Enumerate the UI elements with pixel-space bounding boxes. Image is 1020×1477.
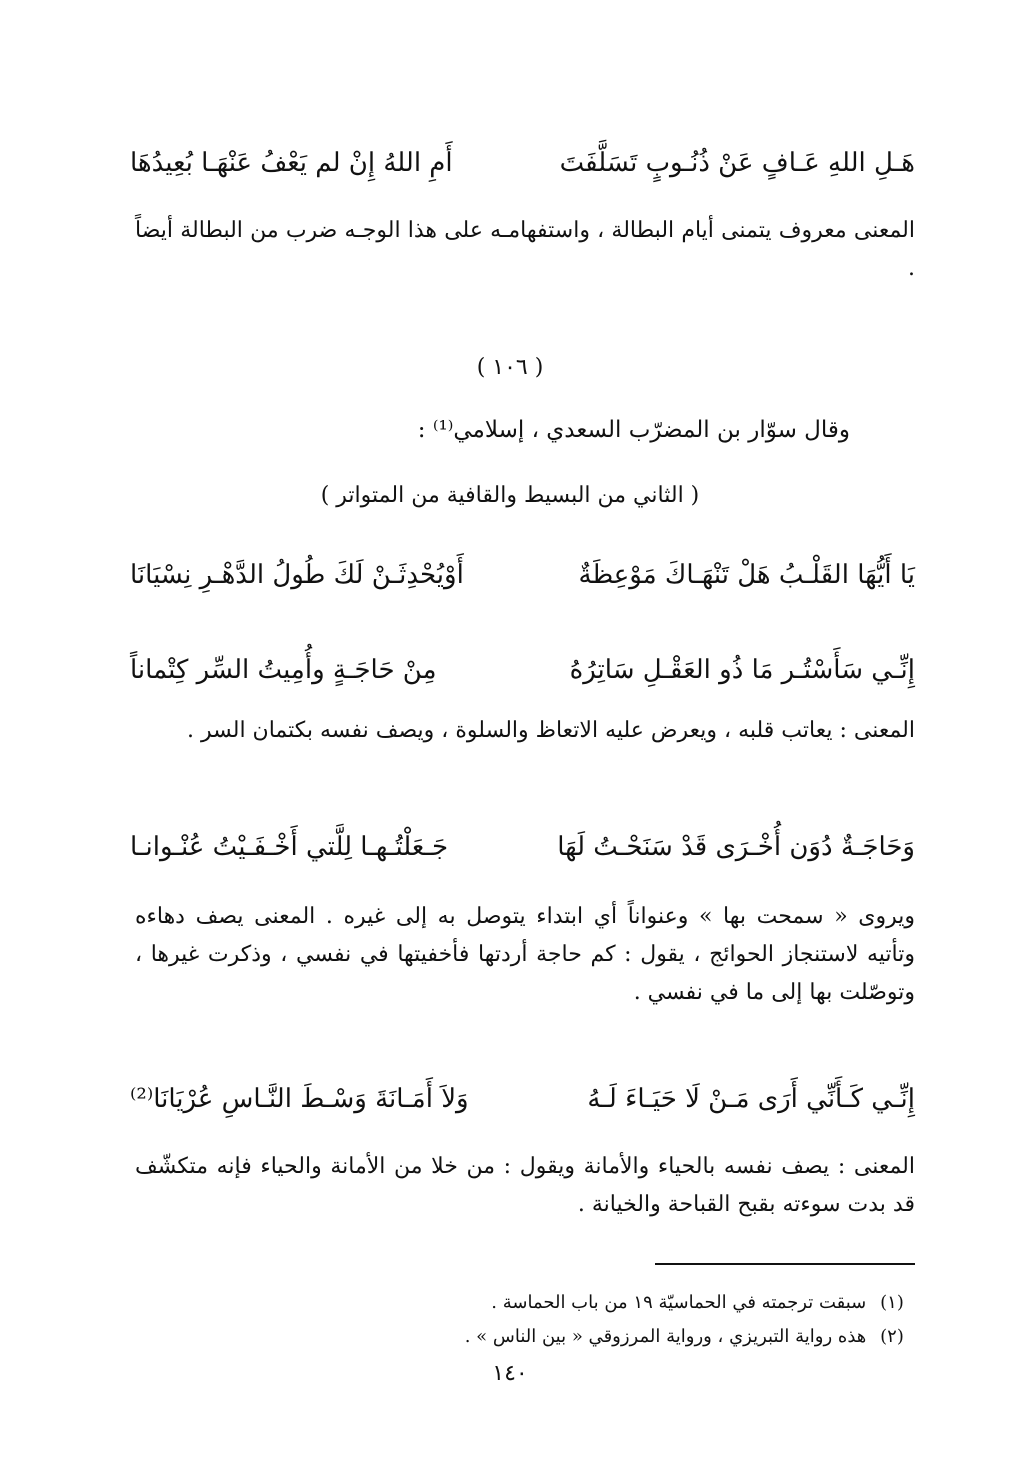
- footnote: [465, 1322, 912, 1352]
- page-number: ١٤٠: [492, 1361, 528, 1386]
- footnote: [491, 1288, 912, 1318]
- commentary-paragraph: المعنى : يعاتب قلبه ، ويعرض عليه الاتعاظ والسلوة ، ويصف نفسه بكتمان السر .: [187, 718, 915, 743]
- poem-verse: [130, 1074, 915, 1124]
- verse-second-hemistich: مِنْ حَاجَـةٍ وأُمِيتُ السِّر كِتْماناً: [130, 655, 437, 685]
- verse-second-hemistich: أَمِ اللهُ إِنْ لم يَعْفُ عَنْهَـا بُعِيدُهَا: [130, 148, 453, 178]
- meter-description: ( الثاني من البسيط والقافية من المتواتر ): [320, 483, 700, 508]
- verse-second-hemistich: أَوْيُحْدِثَـنْ لَكَ طُولُ الدَّهْـرِ نِسْيَانَا: [130, 560, 464, 590]
- commentary-paragraph: ويروى « سمحت بها » وعنواناً أي ابتداء يتوصل به إلى غيره . المعنى يصف دهاءه وتأتيه لاستنجاز الحوائج ، يقول : كم حاجة أردتها فأخفيتها في نفسي ، وذكرت غيرها ، وتوصّلت بها إلى ما في نفسي .: [135, 904, 915, 1005]
- footnote-number: (٢): [880, 1326, 904, 1347]
- section-number: ( ١٠٦ ): [476, 355, 544, 380]
- commentary-paragraph: المعنى : يصف نفسه بالحياء والأمانة ويقول : من خلا من الأمانة والحياء فإنه متكشّف قد بدت سوءته بقبح القباحة والخيانة .: [135, 1154, 915, 1217]
- verse-second-hemistich: جَـعَلْتُـهـا لِلَّتي أَخْـفَـيْتُ عُنْـوانـا: [130, 832, 449, 862]
- poem-introduction: وقال سوّار بن المضرّب السعدي ، إسلامي⁽¹⁾ :: [417, 417, 850, 443]
- verse-first-hemistich: يَا أَيُّهَا القَلْـبُ هَلْ تَنْهَـاكَ مَوْعِظَةٌ: [578, 560, 915, 590]
- verse-first-hemistich: إِنِّـي سَأَسْتُـر مَا ذُو العَقْـلِ سَاتِرُهُ: [569, 655, 915, 685]
- poem-verse: [130, 138, 915, 188]
- verse-first-hemistich: وَحَاجَـةٌ دُوَن أُخْـرَى قَدْ سَنَحْـتُ لَهَا: [557, 832, 915, 862]
- verse-second-hemistich: وَلاَ أَمَـانَةَ وَسْـطَ النَّـاسِ عُرْيَانَا⁽²⁾: [130, 1084, 469, 1114]
- poem-verse: [130, 822, 915, 872]
- verse-first-hemistich: هَـلِ اللهِ عَـافٍ عَنْ ذُنُـوبٍ تَسَلَّفَتَ: [559, 148, 915, 178]
- footnote-number: (١): [880, 1292, 904, 1313]
- footnote-text: هذه رواية التبريزي ، ورواية المرزوقي « بين الناس » .: [464, 1326, 867, 1347]
- poem-verse: [130, 550, 915, 600]
- verse-first-hemistich: إِنِّـي كَـأَنِّي أَرَى مَـنْ لَا حَيَـاءَ لَـهُ: [587, 1084, 915, 1114]
- footnote-divider: [655, 1263, 915, 1265]
- poem-verse: [130, 645, 915, 695]
- commentary-paragraph: المعنى معروف يتمنى أيام البطالة ، واستفهامـه على هذا الوجـه ضرب من البطالة أيضاً .: [135, 218, 915, 281]
- footnote-text: سبقت ترجمته في الحماسيّة ١٩ من باب الحماسة .: [491, 1292, 867, 1313]
